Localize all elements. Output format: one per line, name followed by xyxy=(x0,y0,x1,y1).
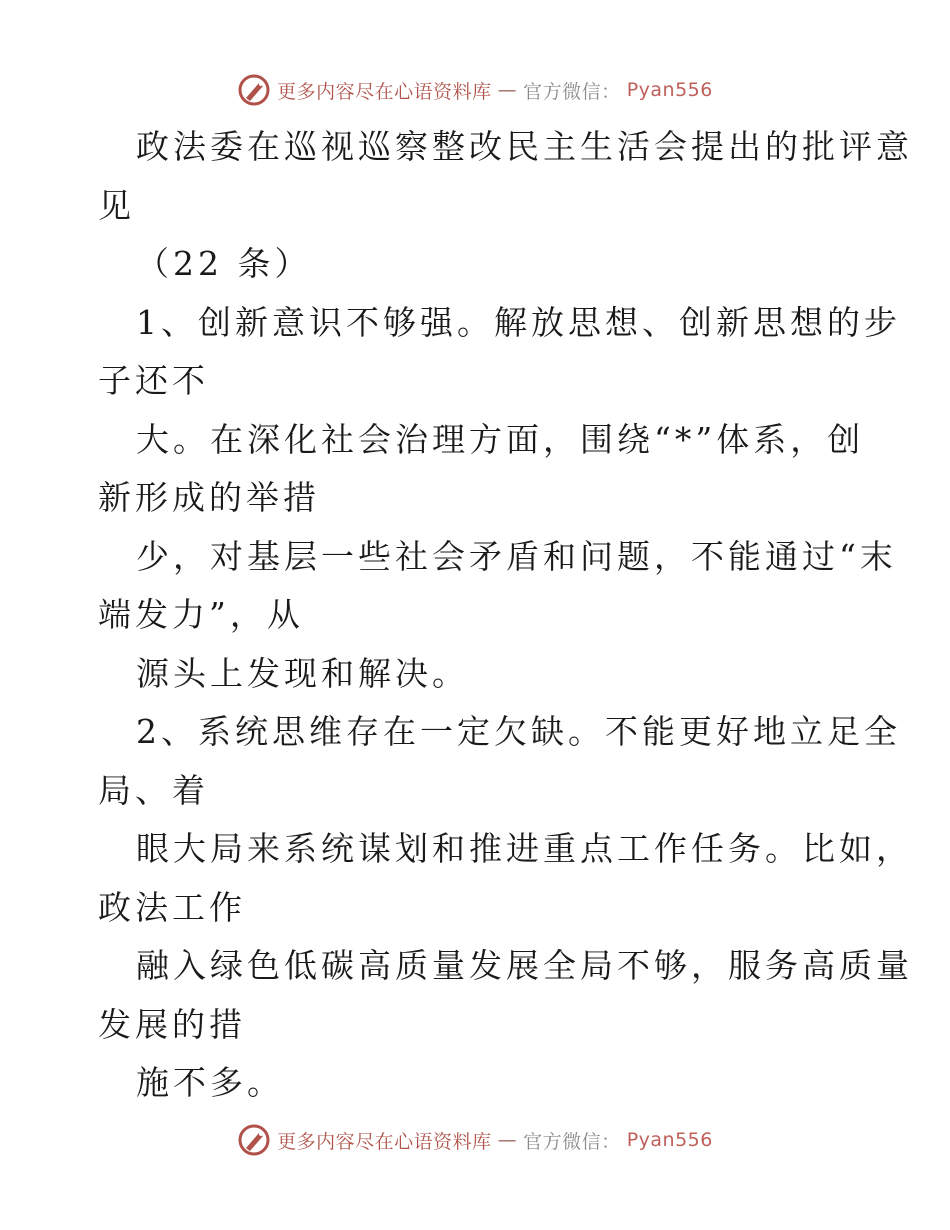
pen-circle-logo-icon xyxy=(237,1123,271,1157)
text-line: 2、系统思维存在一定欠缺。不能更好地立足全 xyxy=(136,712,901,751)
text-line: （22 条） xyxy=(136,244,312,283)
banner-text-main: 更多内容尽在心语资料库 xyxy=(277,1130,492,1153)
banner-wechat-id: Pyan556 xyxy=(626,1129,713,1151)
text-line: 眼大局来系统谋划和推进重点工作任务。比如， xyxy=(136,829,913,868)
text-line: 施不多。 xyxy=(136,1063,284,1102)
footer-banner xyxy=(0,1120,950,1160)
header-banner xyxy=(0,70,950,110)
document-body xyxy=(98,118,913,1113)
text-line: 新形成的举措 xyxy=(98,478,320,517)
text-line: 源头上发现和解决。 xyxy=(136,653,469,693)
banner-wechat-id: Pyan556 xyxy=(626,79,713,101)
text-line: 见 xyxy=(98,185,135,225)
banner-label: 官方微信： xyxy=(523,1130,621,1153)
banner-label: 官方微信： xyxy=(523,80,621,103)
text-line: 大。在深化社会治理方面，围绕“*”体系，创 xyxy=(136,419,865,459)
pen-circle-logo-icon xyxy=(237,73,271,107)
banner-separator: — xyxy=(497,1129,518,1151)
text-line: 少，对基层一些社会矛盾和问题，不能通过“末 xyxy=(136,536,897,576)
text-line: 局、着 xyxy=(98,770,209,810)
banner-separator: — xyxy=(497,79,518,101)
text-line: 发展的措 xyxy=(98,1004,246,1044)
banner-text-main: 更多内容尽在心语资料库 xyxy=(277,80,492,103)
text-line: 端发力”，从 xyxy=(98,595,304,634)
text-line: 1、创新意识不够强。解放思想、创新思想的步 xyxy=(136,302,901,342)
text-line: 政法委在巡视巡察整改民主生活会提出的批评意 xyxy=(136,127,913,166)
text-line: 子还不 xyxy=(98,361,209,400)
text-line: 政法工作 xyxy=(98,887,246,927)
text-line: 融入绿色低碳高质量发展全局不够，服务高质量 xyxy=(136,946,913,985)
